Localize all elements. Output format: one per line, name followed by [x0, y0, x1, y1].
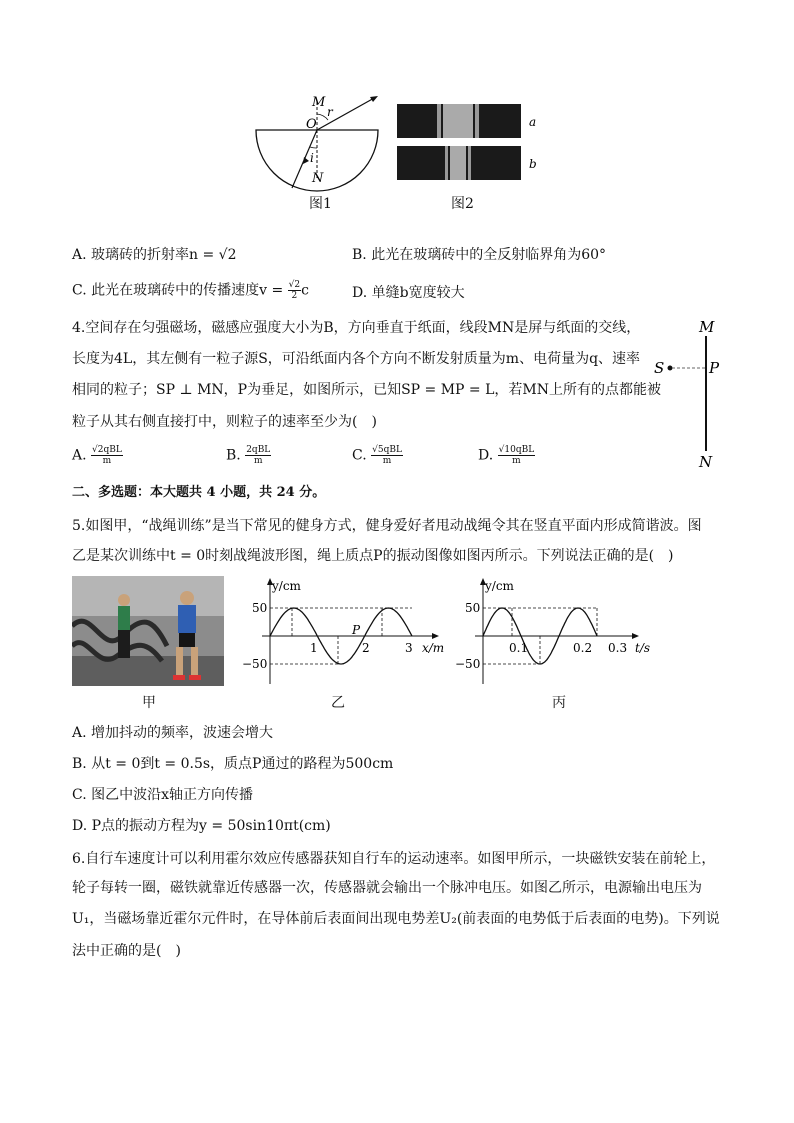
label-M: M [699, 318, 715, 336]
point-P: P [352, 623, 361, 637]
label-N: N [699, 453, 713, 471]
caption-yi: 乙 [331, 695, 345, 711]
q6-line-1: 6.自行车速度计可以利用霍尔效应传感器获知自行车的运动速率。如图甲所示，一块磁铁安装在前轮上， [72, 851, 716, 867]
q5-option-c: C. 图乙中波沿x轴正方向传播 [72, 787, 254, 803]
label-b: b [529, 157, 537, 171]
q3-option-b: B. 此光在玻璃砖中的全反射临界角为60° [352, 247, 607, 263]
y-tick-neg50: −50 [455, 657, 481, 671]
q5-line-2: 乙是某次训练中t = 0时刻战绳波形图，绳上质点P的振动图像如图丙所示。下列说法正确的是( ) [72, 548, 674, 564]
y-tick-neg50: −50 [242, 657, 268, 671]
q4-option-d: D. $\frac{\text{√10qBL}}{m}$ [478, 445, 535, 466]
t-tick-0.3: 0.3 [608, 641, 628, 655]
x-tick-3: 3 [405, 641, 413, 655]
ylabel: y/cm [485, 579, 514, 593]
q4-line-4: 粒子从其右侧直接打中，则粒子的速率至少为( ) [72, 414, 377, 430]
ylabel: y/cm [272, 579, 301, 593]
t-tick-0.1: 0.1 [509, 641, 529, 655]
q6-line-3: U₁，当磁场靠近霍尔元件时，在导体前后表面间出现电势差U₂(前表面的电势低于后表面的电势)。下列说 [72, 911, 720, 927]
label-a: a [529, 115, 537, 129]
q4-option-b: B. $\frac{\text{2qBL}}{m}$ [226, 445, 271, 466]
section-heading: 二、多选题：本大题共 4 小题，共 24 分。 [72, 485, 326, 500]
y-tick-50: 50 [465, 601, 481, 615]
figure-1-glass-brick [250, 92, 385, 192]
xlabel: x/m [422, 641, 445, 655]
q3-option-a: A. 玻璃砖的折射率n = √2 [72, 247, 237, 263]
label-S: S [654, 359, 665, 377]
q5-photo-battle-rope [72, 576, 224, 686]
q4-line-2: 长度为4L，其左侧有一粒子源S，可沿纸面内各个方向不断发射质量为m、电荷量为q、速率 [72, 351, 641, 367]
caption-jia: 甲 [142, 695, 156, 711]
x-tick-2: 2 [362, 641, 370, 655]
label-N: N [312, 171, 324, 186]
figure-2-caption: 图2 [451, 196, 474, 212]
figure-1-caption: 图1 [309, 196, 332, 212]
xlabel: t/s [635, 641, 651, 655]
label-P: P [709, 359, 720, 377]
q3-option-c: C. 此光在玻璃砖中的传播速度v = $\frac{√2}{2}$ c [72, 280, 309, 301]
q5-option-a: A. 增加抖动的频率，波速会增大 [72, 725, 274, 741]
q5-graph-bing [455, 576, 665, 688]
caption-bing: 丙 [552, 695, 566, 711]
q4-figure-screen [650, 316, 730, 471]
q4-line-1: 4.空间存在匀强磁场，磁感应强度大小为B，方向垂直于纸面，线段MN是屏与纸面的交线， [72, 320, 641, 336]
q6-line-4: 法中正确的是( ) [72, 943, 181, 959]
q4-line-3: 相同的粒子；SP ⊥ MN，P为垂足，如图所示，已知SP = MP = L，若MN上所有的点都能被 [72, 382, 661, 398]
q6-line-2: 轮子每转一圈，磁铁就靠近传感器一次，传感器就会输出一个脉冲电压。如图乙所示，电源输出电压为 [72, 880, 702, 896]
label-r: r [327, 105, 333, 119]
x-tick-1: 1 [310, 641, 318, 655]
q5-option-d: D. P点的振动方程为y = 50sin10πt(cm) [72, 818, 331, 834]
t-tick-0.2: 0.2 [573, 641, 593, 655]
y-tick-50: 50 [252, 601, 268, 615]
label-i: i [310, 151, 314, 165]
q4-option-c: C. $\frac{\text{√5qBL}}{m}$ [352, 445, 402, 466]
figure-2-diffraction [395, 102, 545, 184]
q4-option-a: A. $\frac{\text{√2qBL}}{m}$ [72, 445, 122, 466]
label-M: M [312, 95, 326, 110]
q5-line-1: 5.如图甲，“战绳训练”是当下常见的健身方式，健身爱好者甩动战绳令其在竖直平面内形成简谐波。图 [72, 518, 702, 534]
q3-option-d: D. 单缝b宽度较大 [352, 285, 465, 301]
q5-graph-yi [240, 576, 450, 688]
label-O: O [306, 117, 317, 132]
q5-option-b: B. 从t = 0到t = 0.5s，质点P通过的路程为500cm [72, 756, 394, 772]
